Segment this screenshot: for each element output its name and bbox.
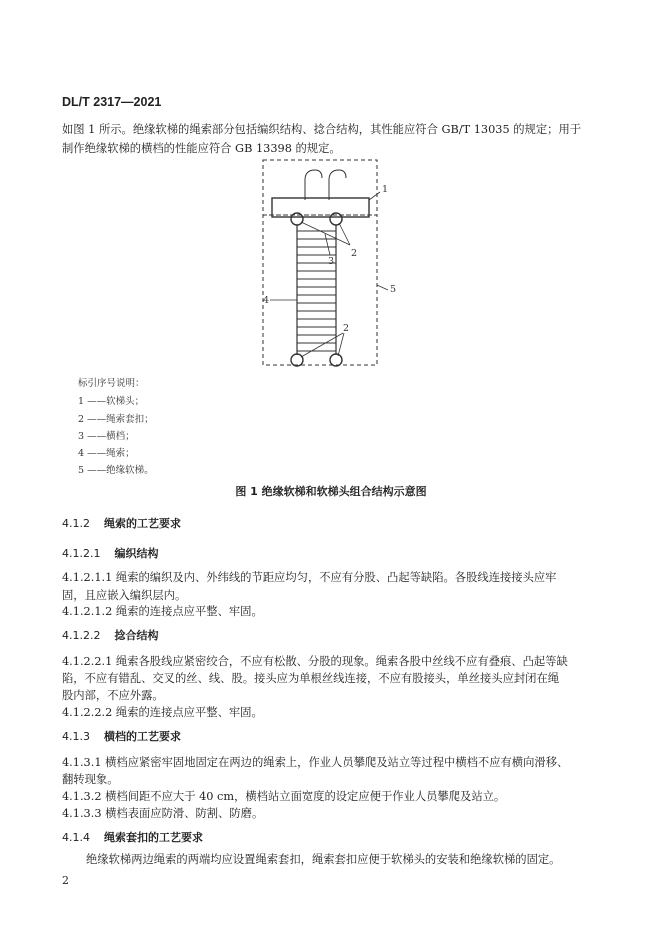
- para-4-1-3-1-line-1: 4.1.3.1 横档应紧密牢固地固定在两边的绳索上，作业人员攀爬及站立等过程中横档不应有横向滑移、: [62, 756, 569, 769]
- section-4-1-2-2-heading: 4.1.2.2 捻合结构: [62, 629, 159, 642]
- para-4-1-3-1-line-2: 翻转现象。: [62, 773, 119, 786]
- leader-2-top-b: [339, 223, 350, 245]
- leader-2-bottom-b: [338, 333, 344, 356]
- section-4-1-2-heading: 4.1.2 绳索的工艺要求: [62, 517, 181, 530]
- section-4-1-2-1-heading: 4.1.2.1 编织结构: [62, 547, 159, 560]
- bottom-loop-left: [291, 354, 303, 366]
- callout-2-top: 2: [351, 248, 358, 259]
- para-4-1-2-1-1-line-1: 4.1.2.1.1 绳索的编织及内、外纬线的节距应均匀，不应有分股、凸起等缺陷。各股线连接接头应牢: [62, 571, 557, 584]
- para-4-1-2-2-1-line-1: 4.1.2.2.1 绳索各股线应紧密绞合，不应有松散、分股的现象。绳索各股中丝线不应有叠痕、凸起等缺: [62, 655, 568, 668]
- right-hook: [329, 170, 346, 200]
- ladder-dashed-outline: [263, 215, 377, 365]
- legend-item-1: 1 ——软梯头；: [78, 396, 145, 407]
- left-hook: [305, 170, 322, 200]
- intro-line-2: 制作绝缘软梯的横档的性能应符合 GB 13398 的规定。: [62, 142, 341, 155]
- para-4-1-2-1-2: 4.1.2.1.2 绳索的连接点应平整、牢固。: [62, 605, 263, 618]
- callout-3: 3: [328, 256, 335, 267]
- para-4-1-2-2-1-line-2: 陷，不应有错乱、交叉的丝、线、股。接头应为单根丝线连接，不应有股接头，单丝接头应封闭在绳: [62, 672, 560, 685]
- callout-5: 5: [390, 284, 397, 295]
- section-4-1-4-heading: 4.1.4 绳索套扣的工艺要求: [62, 831, 203, 844]
- para-4-1-4-1: 绝缘软梯两边绳索的两端均应设置绳索套扣，绳索套扣应便于软梯头的安装和绝缘软梯的固定。: [86, 853, 561, 866]
- section-4-1-3-heading: 4.1.3 横档的工艺要求: [62, 730, 181, 743]
- leader-1: [369, 192, 380, 200]
- ladder-head-bar: [272, 198, 369, 217]
- legend-item-5: 5 ——绝缘软梯。: [78, 465, 154, 476]
- ladder-head-dashed-outline: [263, 160, 377, 215]
- intro-line-1: 如图 1 所示。绝缘软梯的绳索部分包括编织结构、捻合结构，其性能应符合 GB/T 13035 的规定；用于: [62, 123, 582, 136]
- callout-4: 4: [263, 295, 270, 306]
- para-4-1-3-3: 4.1.3.3 横档表面应防滑、防割、防磨。: [62, 807, 264, 820]
- rungs: [297, 231, 336, 351]
- page-number: 2: [62, 874, 69, 887]
- bottom-loop-right: [330, 354, 342, 366]
- callout-2-bottom: 2: [343, 323, 350, 334]
- leader-2-top-a: [301, 222, 350, 245]
- legend-title: 标引序号说明：: [78, 378, 145, 389]
- para-4-1-2-2-1-line-3: 股内部，不应外露。: [62, 689, 164, 702]
- leader-5: [377, 285, 388, 290]
- para-4-1-3-2: 4.1.3.2 横档间距不应大于 40 cm，横档站立面宽度的设定应便于作业人员攀爬及站立。: [62, 790, 506, 803]
- para-4-1-2-1-1-line-2: 固，且应嵌入编织层内。: [62, 589, 187, 602]
- legend-item-2: 2 ——绳索套扣；: [78, 414, 154, 425]
- para-4-1-2-2-2: 4.1.2.2.2 绳索的连接点应平整、牢固。: [62, 706, 263, 719]
- callout-1: 1: [382, 184, 389, 195]
- document-code-header: DL/T 2317—2021: [62, 95, 162, 109]
- legend-item-4: 4 ——绳索；: [78, 448, 135, 459]
- legend-item-3: 3 ——横档；: [78, 431, 135, 442]
- figure-caption: 图 1 绝缘软梯和软梯头组合结构示意图: [235, 485, 427, 498]
- leader-3: [325, 234, 330, 255]
